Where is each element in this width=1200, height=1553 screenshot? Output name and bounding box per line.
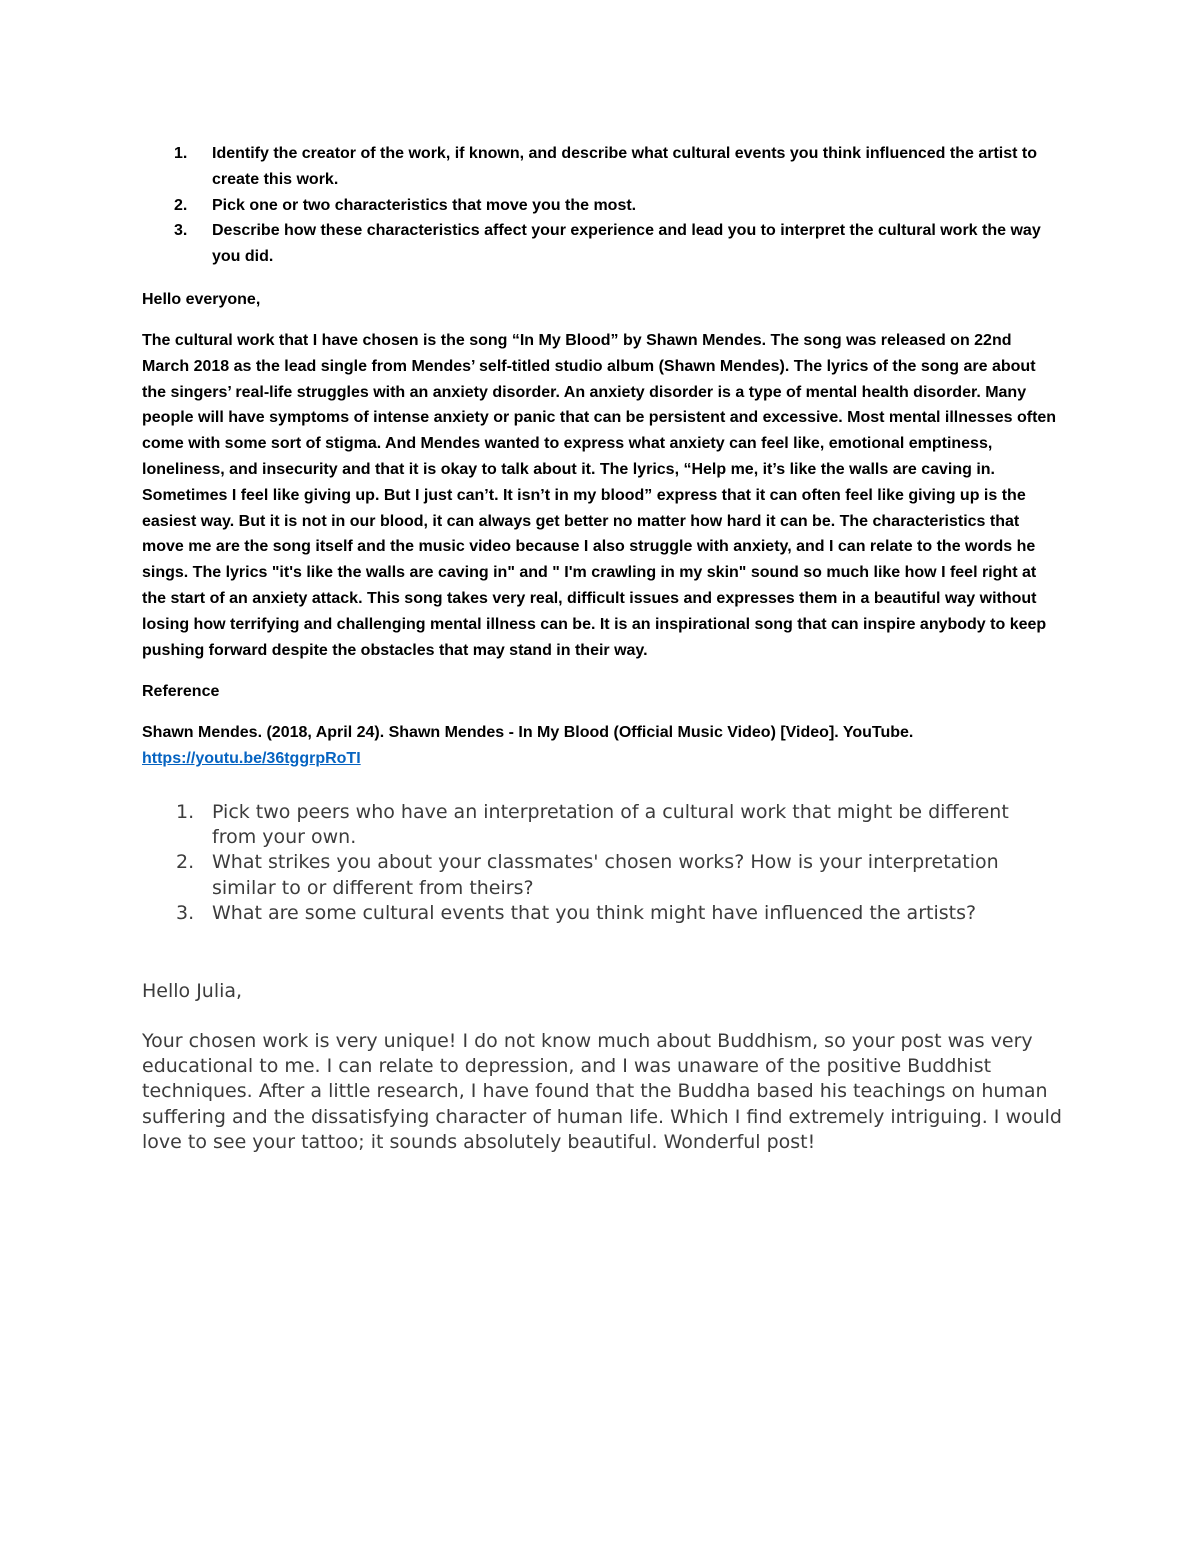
prompt-text: Describe how these characteristics affect your experience and lead you to interpret the cultural work the way you did. <box>212 222 1041 266</box>
prompt-number: 1. <box>174 145 188 162</box>
reply-prompt-number: 1. <box>176 801 195 823</box>
reply-prompt-item <box>176 901 1056 926</box>
assignment-prompts-list <box>174 141 1054 270</box>
reply-greeting: Hello Julia, <box>142 980 243 1002</box>
reference-link[interactable]: https://youtu.be/36tggrpRoTI <box>142 749 361 767</box>
reply-prompts-list <box>176 800 1056 926</box>
reference-citation <box>142 720 1062 772</box>
reply-body: Your chosen work is very unique! I do not know much about Buddhism, so your post was very educational to me. I can relate to depression, and I was unaware of the positive Buddhist techniques. After a little research, I have found that the Buddha based his teachings on human suffering and the dissatisfying character of human life. Which I find extremely intriguing. I would love to see your tattoo; it sounds absolutely beautiful. Wonderful post! <box>142 1030 1062 1153</box>
reply-prompt-text: What are some cultural events that you think might have influenced the artists? <box>212 901 977 924</box>
prompt-item <box>174 218 1054 270</box>
prompt-number: 2. <box>174 196 188 214</box>
reply-prompt-number: 3. <box>176 901 195 924</box>
reply-prompt-number: 2. <box>176 851 195 874</box>
prompt-number: 3. <box>174 222 188 240</box>
prompt-text: Pick one or two characteristics that move you the most. <box>212 196 637 214</box>
reply-prompt-item <box>176 800 1056 850</box>
reference-heading: Reference <box>142 683 220 700</box>
prompt-item <box>174 193 1054 219</box>
reply-prompt-text: What strikes you about your classmates' chosen works? How is your interpretation similar to or different from theirs? <box>212 851 999 899</box>
post-greeting: Hello everyone, <box>142 291 261 308</box>
reply-prompt-item <box>176 850 1056 900</box>
reference-citation-text: Shawn Mendes. (2018, April 24). Shawn Mendes - In My Blood (Official Music Video) [Video]. YouTube. <box>142 724 914 741</box>
reply-prompt-text: Pick two peers who have an interpretation of a cultural work that might be different from your own. <box>212 801 1009 849</box>
post-body: The cultural work that I have chosen is the song “In My Blood” by Shawn Mendes. The song was released on 22nd March 2018 as the lead single from Mendes’ self-titled studio album (Shawn Mendes). The lyrics of the song are about the singers’ real-life struggles with an anxiety disorder. An anxiety disorder is a type of mental health disorder. Many people will have symptoms of intense anxiety or panic that can be persistent and excessive. Most mental illnesses often come with some sort of stigma. And Mendes wanted to express what anxiety can feel like, emotional emptiness, loneliness, and insecurity and that it is okay to talk about it. The lyrics, “Help me, it’s like the walls are caving in. Sometimes I feel like giving up. But I just can’t. It isn’t in my blood” express that it can often feel like giving up is the easiest way. But it is not in our blood, it can always get better no matter how hard it can be. The characteristics that move me are the song itself and the music video because I also struggle with anxiety, and I can relate to the words he sings. The lyrics "it's like the walls are caving in" and " I'm crawling in my skin" sound so much like how I feel right at the start of an anxiety attack. This song takes very real, difficult issues and expresses them in a beautiful way without losing how terrifying and challenging mental illness can be. It is an inspirational song that can inspire anybody to keep pushing forward despite the obstacles that may stand in their way. <box>142 332 1057 659</box>
prompt-text: Identify the creator of the work, if known, and describe what cultural events you think influenced the artist to create this work. <box>212 145 1038 188</box>
prompt-item <box>174 141 1054 193</box>
